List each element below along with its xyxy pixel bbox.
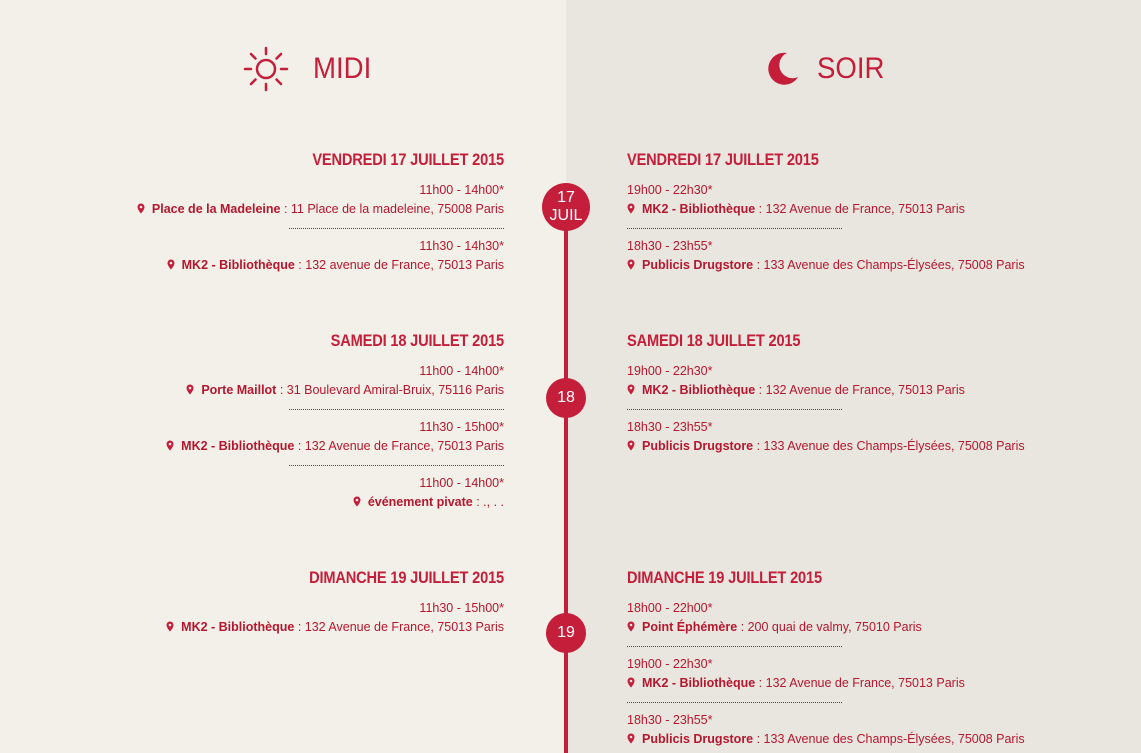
separator: [627, 702, 842, 703]
location-pin-icon: [627, 259, 635, 270]
slot-time: 18h30 - 23h55*: [627, 420, 713, 434]
slot-location[interactable]: [627, 618, 1047, 636]
slot-location[interactable]: [627, 381, 1047, 399]
location-pin-icon: [137, 203, 145, 214]
slot: [627, 655, 1047, 692]
place-name: MK2 - Bibliothèque: [181, 620, 295, 634]
place-name: Porte Maillot: [201, 383, 277, 397]
slot-location[interactable]: [627, 200, 1047, 218]
slot-location[interactable]: [124, 381, 504, 399]
day-soir-2: [627, 331, 1047, 455]
badge-month: JUIL: [549, 207, 583, 224]
day-midi-2: [124, 331, 504, 511]
timeline-line: [564, 200, 568, 753]
slot-location[interactable]: [627, 437, 1047, 455]
location-pin-icon: [627, 440, 635, 451]
soir-header: [763, 46, 890, 92]
separator: [289, 465, 504, 466]
place-name: MK2 - Bibliothèque: [642, 202, 756, 216]
place-name: MK2 - Bibliothèque: [642, 383, 756, 397]
slot-location[interactable]: [627, 256, 1047, 274]
place-name: Publicis Drugstore: [642, 439, 754, 453]
midi-title: MIDI: [313, 52, 372, 85]
badge-day: 17: [557, 189, 575, 206]
place-address: : 133 Avenue des Champs-Élysées, 75008 Paris: [753, 258, 1025, 272]
badge-day: 19: [557, 624, 575, 641]
location-pin-icon: [353, 496, 361, 507]
place-name: MK2 - Bibliothèque: [181, 439, 295, 453]
separator: [289, 409, 504, 410]
slot: [124, 418, 504, 455]
place-address: : 132 avenue de France, 75013 Paris: [294, 258, 504, 272]
place-address: : 200 quai de valmy, 75010 Paris: [737, 620, 922, 634]
day-midi-3: [124, 568, 504, 636]
slot: [124, 362, 504, 399]
slot: [627, 237, 1047, 274]
soir-title: SOIR: [817, 52, 885, 85]
sun-icon: [243, 46, 289, 92]
location-pin-icon: [627, 733, 635, 744]
slot-time: 11h30 - 14h30*: [419, 239, 504, 253]
slot-time: 19h00 - 22h30*: [627, 364, 713, 378]
place-address: : 132 Avenue de France, 75013 Paris: [755, 383, 965, 397]
slot-location[interactable]: [124, 256, 504, 274]
slot: [627, 362, 1047, 399]
place-address: : 132 Avenue de France, 75013 Paris: [755, 676, 965, 690]
place-address: : 132 Avenue de France, 75013 Paris: [755, 202, 965, 216]
slot-location[interactable]: [124, 200, 504, 218]
place-address: : 133 Avenue des Champs-Élysées, 75008 Paris: [753, 439, 1025, 453]
date-badge-19: [546, 613, 586, 653]
slot-time: 18h30 - 23h55*: [627, 713, 713, 727]
location-pin-icon: [166, 621, 174, 632]
date-badge-17-juil: [542, 183, 590, 231]
day-title: DIMANCHE 19 JUILLET 2015: [627, 568, 822, 587]
midi-header: [243, 46, 376, 92]
slot: [124, 181, 504, 218]
slot: [627, 711, 1047, 748]
slot-location[interactable]: [627, 674, 1047, 692]
slot: [124, 599, 504, 636]
day-soir-3: [627, 568, 1047, 748]
day-title: VENDREDI 17 JUILLET 2015: [627, 150, 819, 169]
slot: [627, 418, 1047, 455]
badge-day: 18: [557, 389, 575, 406]
place-name: Point Éphémère: [642, 620, 738, 634]
separator: [627, 409, 842, 410]
slot: [124, 237, 504, 274]
slot-location[interactable]: [627, 730, 1047, 748]
slot-location[interactable]: [124, 437, 504, 455]
day-soir-1: [627, 150, 1047, 274]
location-pin-icon: [627, 677, 635, 688]
slot-time: 11h30 - 15h00*: [419, 601, 504, 615]
separator: [627, 646, 842, 647]
day-title: SAMEDI 18 JUILLET 2015: [627, 331, 801, 350]
day-title: VENDREDI 17 JUILLET 2015: [312, 150, 504, 169]
slot-location[interactable]: [124, 618, 504, 636]
location-pin-icon: [166, 440, 174, 451]
place-address: : 31 Boulevard Amiral-Bruix, 75116 Paris: [276, 383, 504, 397]
place-name: Publicis Drugstore: [642, 258, 754, 272]
slot-time: 11h00 - 14h00*: [419, 364, 504, 378]
location-pin-icon: [186, 384, 194, 395]
slot: [627, 599, 1047, 636]
place-address: : 11 Place de la madeleine, 75008 Paris: [280, 202, 504, 216]
place-address: : 133 Avenue des Champs-Élysées, 75008 Paris: [753, 732, 1025, 746]
slot-time: 18h30 - 23h55*: [627, 239, 713, 253]
slot-time: 11h00 - 14h00*: [419, 183, 504, 197]
location-pin-icon: [627, 621, 635, 632]
place-address: : 132 Avenue de France, 75013 Paris: [294, 620, 504, 634]
slot: [627, 181, 1047, 218]
slot-time: 11h00 - 14h00*: [419, 476, 504, 490]
slot: [124, 474, 504, 511]
separator: [627, 228, 842, 229]
place-name: MK2 - Bibliothèque: [642, 676, 756, 690]
slot-time: 18h00 - 22h00*: [627, 601, 713, 615]
place-name: MK2 - Bibliothèque: [181, 258, 295, 272]
slot-time: 19h00 - 22h30*: [627, 657, 713, 671]
place-address: : 132 Avenue de France, 75013 Paris: [294, 439, 504, 453]
place-name: Publicis Drugstore: [642, 732, 754, 746]
day-midi-1: [124, 150, 504, 274]
slot-location[interactable]: [124, 493, 504, 511]
place-name: événement pivate: [367, 495, 473, 509]
location-pin-icon: [167, 259, 175, 270]
separator: [289, 228, 504, 229]
location-pin-icon: [627, 384, 635, 395]
moon-icon: [763, 50, 801, 88]
day-title: DIMANCHE 19 JUILLET 2015: [309, 568, 504, 587]
location-pin-icon: [627, 203, 635, 214]
slot-time: 11h30 - 15h00*: [419, 420, 504, 434]
date-badge-18: [546, 378, 586, 418]
day-title: SAMEDI 18 JUILLET 2015: [330, 331, 504, 350]
slot-time: 19h00 - 22h30*: [627, 183, 713, 197]
place-address: : ., . .: [472, 495, 504, 509]
place-name: Place de la Madeleine: [151, 202, 281, 216]
